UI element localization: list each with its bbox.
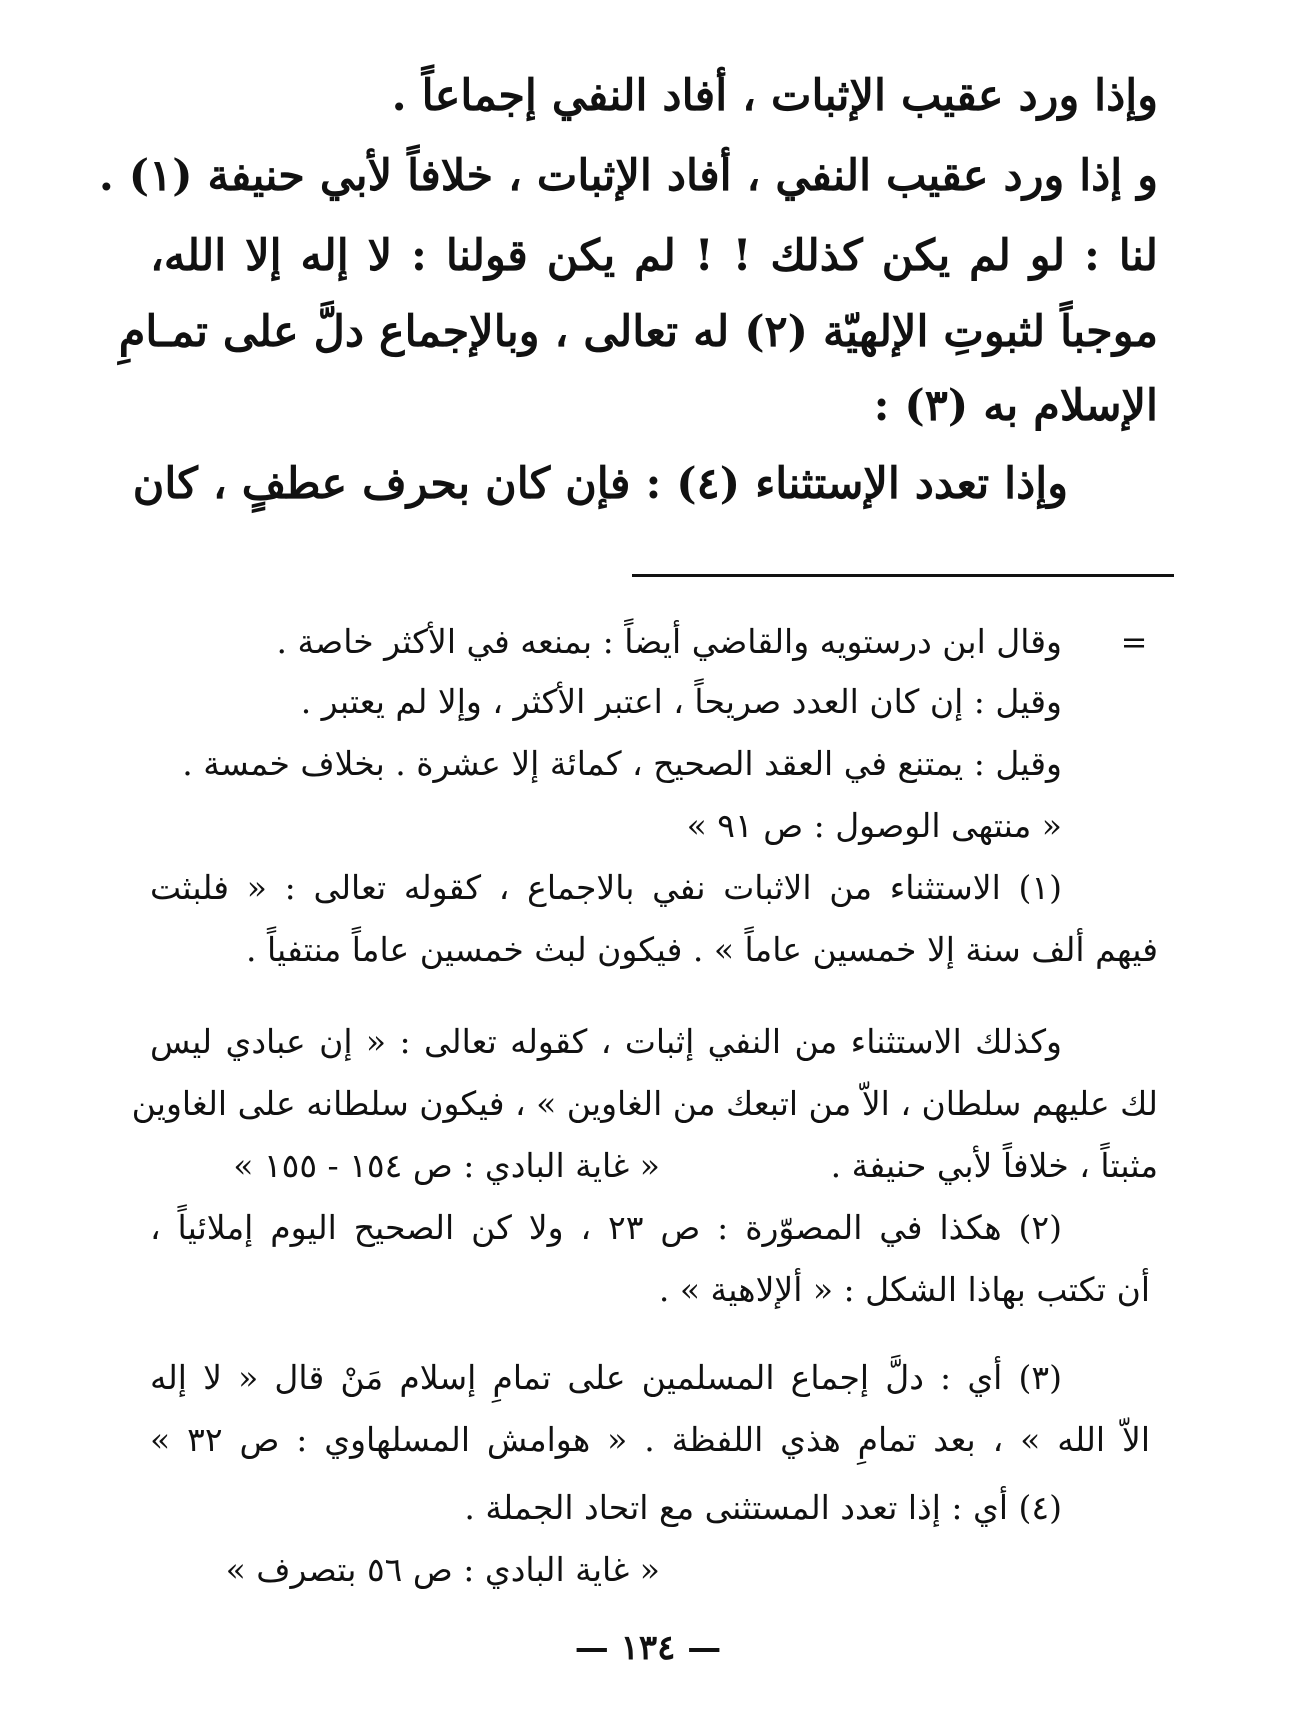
continuation-mark: = — [1120, 623, 1148, 661]
footnote-1-line-5: مثبتاً ، خلافاً لأبي حنيفة . — [830, 1146, 1158, 1185]
footnote-separator — [632, 574, 1174, 577]
main-text-line-1: وإذا ورد عقيب الإثبات ، أفاد النفي إجماعاً . — [391, 71, 1158, 121]
footnote-continuation-line-1: وقال ابن درستويه والقاضي أيضاً : بمنعه في الأكثر خاصة . — [276, 622, 1062, 661]
page-number: — ١٣٤ — — [574, 1628, 722, 1668]
footnote-1-line-3: وكذلك الاستثناء من النفي إثبات ، كقوله تعالى : « إن عبادي ليس — [150, 1022, 1062, 1061]
main-text-line-3: لنا : لو لم يكن كذلك ! ! لم يكن قولنا : لا إله إلا الله، — [150, 231, 1158, 281]
main-text-line-6: وإذا تعدد الإستثناء (٤) : فإن كان بحرف عطفٍ ، كان — [132, 459, 1068, 509]
main-text-line-5: الإسلام به (٣) : — [873, 381, 1158, 431]
footnote-continuation-line-2: وقيل : إن كان العدد صريحاً ، اعتبر الأكثر ، وإلا لم يعتبر . — [300, 682, 1062, 721]
footnote-4-source: « غاية البادي : ص ٥٦ بتصرف » — [225, 1550, 660, 1589]
footnote-1-line-4: لك عليهم سلطان ، الاّ من اتبعك من الغاوين » ، فيكون سلطانه على الغاوين — [131, 1084, 1158, 1123]
footnote-3-line-2: الاّ الله » ، بعد تمامِ هذي اللفظة . « هوامش المسلهاوي : ص ٣٢ » — [150, 1420, 1150, 1459]
footnote-1-line-1: (١) الاستثناء من الاثبات نفي بالاجماع ، كقوله تعالى : « فلبثت — [150, 868, 1062, 907]
main-text-line-2: و إذا ورد عقيب النفي ، أفاد الإثبات ، خلافاً لأبي حنيفة (١) . — [98, 151, 1158, 201]
footnote-4-line-1: (٤) أي : إذا تعدد المستثنى مع اتحاد الجملة . — [464, 1488, 1062, 1527]
footnote-2-line-1: (٢) هكذا في المصوّرة : ص ٢٣ ، ولا كن الصحيح اليوم إملائياً ، — [150, 1208, 1062, 1247]
main-text-line-4: موجباً لثبوتِ الإلهيّة (٢) له تعالى ، وبالإجماع دلَّ على تمـامِ — [118, 307, 1158, 357]
footnote-continuation-line-3: وقيل : يمتنع في العقد الصحيح ، كمائة إلا عشرة . بخلاف خمسة . — [182, 744, 1062, 783]
footnote-2-line-2: أن تكتب بهاذا الشكل : « ألإلاهية » . — [658, 1270, 1150, 1309]
footnote-1-line-2: فيهم ألف سنة إلا خمسين عاماً » . فيكون لبث خمسين عاماً منتفياً . — [245, 930, 1158, 969]
footnote-3-line-1: (٣) أي : دلَّ إجماع المسلمين على تمامِ إسلام مَنْ قال « لا إله — [150, 1358, 1062, 1397]
footnote-1-source: « غاية البادي : ص ١٥٤ - ١٥٥ » — [233, 1146, 660, 1185]
footnote-continuation-source: « منتهى الوصول : ص ٩١ » — [686, 806, 1062, 845]
